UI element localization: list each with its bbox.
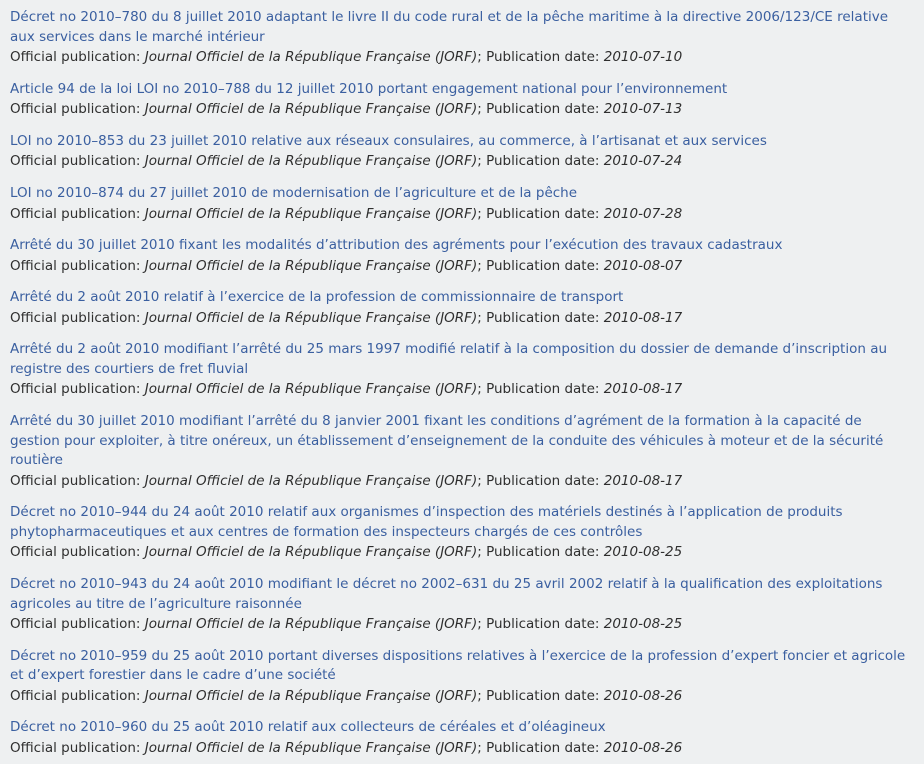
list-item [10,8,914,68]
publication-date-value: 2010-07-28 [603,205,683,222]
publication-name: Journal Officiel de la République Française (JORF) [144,49,478,66]
official-publication-label: Official publication: [10,544,141,561]
result-title-link[interactable]: Arrêté du 30 juillet 2010 modifiant l’arrêté du 8 janvier 2001 fixant les conditions d’agrément de la formation à la capacité de gestion pour exploiter, à titre onéreux, un établissement d’enseignement de la conduite des véhicules à moteur et de la sécurité routière [10,413,884,469]
publication-date-value: 2010-08-25 [603,616,683,633]
result-metadata [10,205,914,225]
list-item [10,503,914,563]
publication-name: Journal Officiel de la République Française (JORF) [144,616,478,633]
publication-name: Journal Officiel de la République Française (JORF) [144,205,478,222]
meta-separator: ; [477,205,482,222]
result-title-link[interactable]: LOI no 2010–853 du 23 juillet 2010 relative aux réseaux consulaires, au commerce, à l’artisanat et aux services [10,132,767,149]
publication-date-label: Publication date: [486,309,600,326]
result-title-link[interactable]: Décret no 2010–943 du 24 août 2010 modifiant le décret no 2002–631 du 25 avril 2002 relatif à la qualification des exploitations agricoles au titre de l’agriculture raisonnée [10,575,883,612]
result-title-link[interactable]: Article 94 de la loi LOI no 2010–788 du 12 juillet 2010 portant engagement national pour l’environnement [10,80,728,97]
publication-date-value: 2010-08-26 [603,739,683,756]
meta-separator: ; [477,616,482,633]
publication-date-label: Publication date: [486,205,600,222]
list-item [10,718,914,758]
result-metadata [10,48,914,68]
publication-date-label: Publication date: [486,153,600,170]
meta-separator: ; [477,544,482,561]
official-publication-label: Official publication: [10,687,141,704]
result-title-link[interactable]: Arrêté du 2 août 2010 relatif à l’exercice de la profession de commissionnaire de transport [10,289,624,306]
publication-name: Journal Officiel de la République Française (JORF) [144,381,478,398]
publication-name: Journal Officiel de la République Française (JORF) [144,544,478,561]
publication-name: Journal Officiel de la République Française (JORF) [144,472,478,489]
meta-separator: ; [477,101,482,118]
publication-date-value: 2010-07-10 [603,49,683,66]
meta-separator: ; [477,49,482,66]
result-metadata [10,615,914,635]
list-item [10,412,914,491]
official-publication-label: Official publication: [10,739,141,756]
official-publication-label: Official publication: [10,381,141,398]
official-publication-label: Official publication: [10,309,141,326]
list-item [10,340,914,400]
result-title-link[interactable]: Décret no 2010–780 du 8 juillet 2010 adaptant le livre II du code rural et de la pêche maritime à la directive 2006/123/CE relative aux services dans le marché intérieur [10,9,889,45]
meta-separator: ; [477,257,482,274]
result-metadata [10,543,914,563]
publication-name: Journal Officiel de la République Française (JORF) [144,739,478,756]
list-item [10,132,914,172]
official-publication-label: Official publication: [10,49,141,66]
publication-name: Journal Officiel de la République Française (JORF) [144,257,478,274]
publication-date-label: Publication date: [486,101,600,118]
publication-date-value: 2010-07-24 [603,153,683,170]
publication-date-label: Publication date: [486,49,600,66]
list-item [10,288,914,328]
publication-date-value: 2010-08-17 [603,309,683,326]
result-title-link[interactable]: LOI no 2010–874 du 27 juillet 2010 de modernisation de l’agriculture et de la pêche [10,184,578,201]
result-metadata [10,739,914,759]
publication-date-label: Publication date: [486,687,600,704]
result-metadata [10,472,914,492]
result-metadata [10,152,914,172]
result-metadata [10,100,914,120]
publication-name: Journal Officiel de la République Française (JORF) [144,101,478,118]
publication-date-value: 2010-07-13 [603,101,683,118]
publication-date-value: 2010-08-26 [603,687,683,704]
publication-date-value: 2010-08-07 [603,257,683,274]
result-title-link[interactable]: Arrêté du 2 août 2010 modifiant l’arrêté du 25 mars 1997 modifié relatif à la composition du dossier de demande d’inscription au registre des courtiers de fret fluvial [10,341,888,377]
list-item [10,80,914,120]
publication-name: Journal Officiel de la République Française (JORF) [144,687,478,704]
official-publication-label: Official publication: [10,616,141,633]
publication-date-value: 2010-08-17 [603,381,683,398]
result-metadata [10,309,914,329]
meta-separator: ; [477,687,482,704]
official-publication-label: Official publication: [10,153,141,170]
result-title-link[interactable]: Décret no 2010–959 du 25 août 2010 portant diverses dispositions relatives à l’exercice de la profession d’expert foncier et agricole et d’expert forestier dans le cadre d’une société [10,647,906,684]
list-item [10,184,914,224]
meta-separator: ; [477,381,482,398]
publication-date-label: Publication date: [486,739,600,756]
publication-name: Journal Officiel de la République Française (JORF) [144,309,478,326]
publication-date-label: Publication date: [486,616,600,633]
publication-date-label: Publication date: [486,257,600,274]
result-metadata [10,687,914,707]
meta-separator: ; [477,739,482,756]
publication-name: Journal Officiel de la République Française (JORF) [144,153,478,170]
result-title-link[interactable]: Décret no 2010–944 du 24 août 2010 relatif aux organismes d’inspection des matériels destinés à l’application de produits phytopharmaceutiques et aux centres de formation des inspecteurs chargés de ces contrôles [10,504,843,540]
result-metadata [10,257,914,277]
meta-separator: ; [477,309,482,326]
result-metadata [10,380,914,400]
list-item [10,575,914,635]
publication-date-label: Publication date: [486,472,600,489]
official-publication-label: Official publication: [10,101,141,118]
result-title-link[interactable]: Décret no 2010–960 du 25 août 2010 relatif aux collecteurs de céréales et d’oléagineux [10,719,606,736]
list-item [10,647,914,707]
publication-date-value: 2010-08-17 [603,472,683,489]
publication-date-label: Publication date: [486,544,600,561]
list-item [10,236,914,276]
publication-date-label: Publication date: [486,381,600,398]
meta-separator: ; [477,472,482,489]
official-publication-label: Official publication: [10,472,141,489]
official-publication-label: Official publication: [10,205,141,222]
publication-date-value: 2010-08-25 [603,544,683,561]
result-title-link[interactable]: Arrêté du 30 juillet 2010 fixant les modalités d’attribution des agréments pour l’exécution des travaux cadastraux [10,237,783,254]
official-publication-label: Official publication: [10,257,141,274]
meta-separator: ; [477,153,482,170]
